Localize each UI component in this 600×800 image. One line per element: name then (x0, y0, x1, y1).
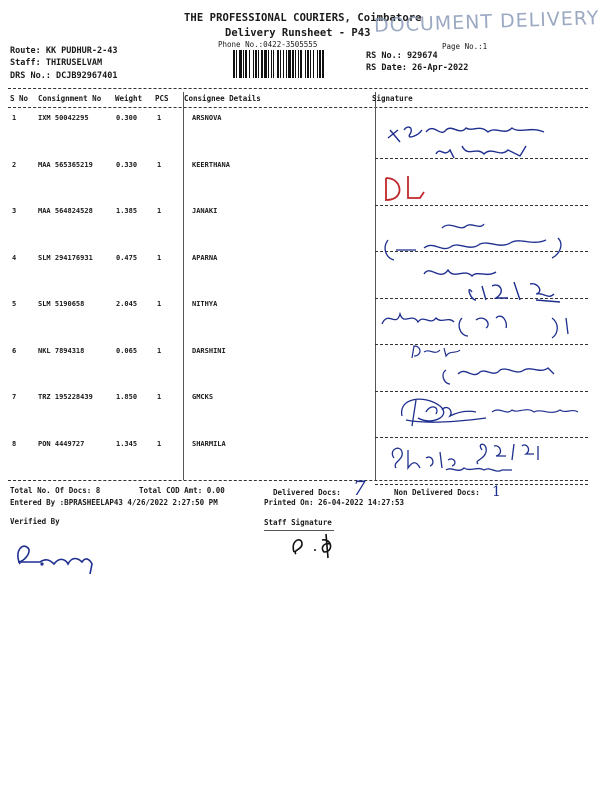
rs-date: RS Date: 26-Apr-2022 (366, 63, 469, 73)
row-consignment-no: SLM 294176931 (38, 253, 93, 262)
col-consignment: Consignment No (38, 94, 102, 103)
entered-by: Entered By :BPRASHEELAP43 4/26/2022 2:27:50 PM (10, 498, 218, 507)
row-consignment-no: NKL 7894318 (38, 346, 85, 355)
row-consignment-no: MAA 564824528 (38, 207, 93, 215)
row-weight: 1.850 (116, 393, 138, 401)
row-consignment-no: SLM 5190658 (38, 300, 85, 308)
non-delivered-docs-label: Non Delivered Docs: (394, 488, 480, 497)
signature-row-8 (386, 440, 586, 484)
row-sno: 2 (12, 160, 17, 169)
signature-row-2-dl (380, 172, 440, 208)
signature-row-rule (375, 437, 588, 438)
row-pcs: 1 (157, 253, 162, 262)
row-weight: 1.385 (116, 207, 138, 215)
document-delivery-stamp: DOCUMENT DELIVERY (373, 7, 600, 37)
row-pcs: 1 (157, 346, 162, 355)
row-consignment-no: TRZ 195228439 (38, 393, 93, 401)
row-sno: 1 (12, 114, 17, 122)
staff-signature (286, 528, 346, 562)
row-pcs: 1 (157, 393, 162, 401)
row-pcs: 1 (157, 300, 162, 308)
row-sno: 4 (12, 253, 17, 262)
row-weight: 1.345 (116, 439, 138, 448)
staff-signature-label: Staff Signature (264, 518, 332, 527)
col-sno: S No (10, 94, 29, 103)
route: Route: KK PUDHUR-2-43 (10, 46, 118, 56)
row-weight: 0.330 (116, 160, 138, 169)
row-sno: 3 (12, 207, 17, 215)
row-weight: 0.300 (116, 114, 138, 122)
signature-row-4 (420, 262, 590, 308)
row-consignee: SHARMILA (192, 439, 226, 448)
page-number: Page No.:1 (442, 42, 488, 51)
row-consignee: DARSHINI (192, 346, 226, 355)
row-weight: 0.475 (116, 253, 138, 262)
delivered-docs-value: 7 (353, 476, 366, 500)
row-pcs: 1 (157, 439, 162, 448)
col-pcs: PCS (155, 94, 169, 103)
printed-on: Printed On: 26-04-2022 14:27:53 (264, 498, 404, 507)
col-signature: Signature (372, 94, 413, 103)
header-bottom-rule (8, 107, 588, 108)
row-consignee: GMCKS (192, 393, 214, 401)
row-consignee: JANAKI (192, 207, 218, 215)
non-delivered-docs-value: 1 (492, 484, 501, 500)
table-bottom-rule (8, 480, 588, 481)
signature-divider (375, 92, 376, 480)
company-name: THE PROFESSIONAL COURIERS, Coimbatore (184, 12, 422, 24)
row-sno: 8 (12, 439, 17, 448)
signature-row-5 (376, 304, 586, 344)
runsheet-title: Delivery Runsheet - P43 (225, 27, 371, 39)
row-pcs: 1 (157, 114, 162, 122)
consignee-divider (183, 92, 184, 480)
col-consignee: Consignee Details (184, 94, 261, 103)
row-weight: 2.045 (116, 300, 138, 308)
drs-number: DRS No.: DCJB92967401 (10, 71, 118, 81)
row-consignee: NITHYA (192, 300, 218, 308)
staff-name: Staff: THIRUSELVAM (10, 58, 103, 68)
rs-number: RS No.: 929674 (366, 51, 438, 61)
row-pcs: 1 (157, 207, 162, 215)
signature-row-1 (380, 118, 580, 166)
row-pcs: 1 (157, 160, 162, 169)
total-docs: Total No. Of Docs: 8 (10, 486, 101, 495)
row-consignment-no: PON 4449727 (38, 439, 85, 448)
row-consignment-no: MAA 565365219 (38, 160, 93, 169)
row-consignee: APARNA (192, 253, 218, 262)
verifier-signature (10, 534, 100, 580)
signature-row-7 (396, 390, 586, 434)
row-consignee: KEERTHANA (192, 160, 230, 169)
phone-number: Phone No.:0422-3505555 (218, 40, 318, 49)
table-top-rule (8, 88, 588, 89)
signature-row-6 (400, 344, 580, 388)
total-cod: Total COD Amt: 0.00 (139, 486, 225, 495)
verified-by-label: Verified By (10, 517, 60, 526)
row-consignment-no: IXM 50042295 (38, 114, 89, 122)
row-consignee: ARSNOVA (192, 114, 222, 122)
row-sno: 5 (12, 300, 17, 308)
row-sno: 6 (12, 346, 17, 355)
row-weight: 0.065 (116, 346, 138, 355)
row-sno: 7 (12, 393, 17, 401)
delivered-docs-label: Delivered Docs: (273, 488, 341, 497)
barcode-icon (233, 50, 359, 78)
signature-row-3 (380, 218, 590, 268)
col-weight: Weight (115, 94, 143, 103)
